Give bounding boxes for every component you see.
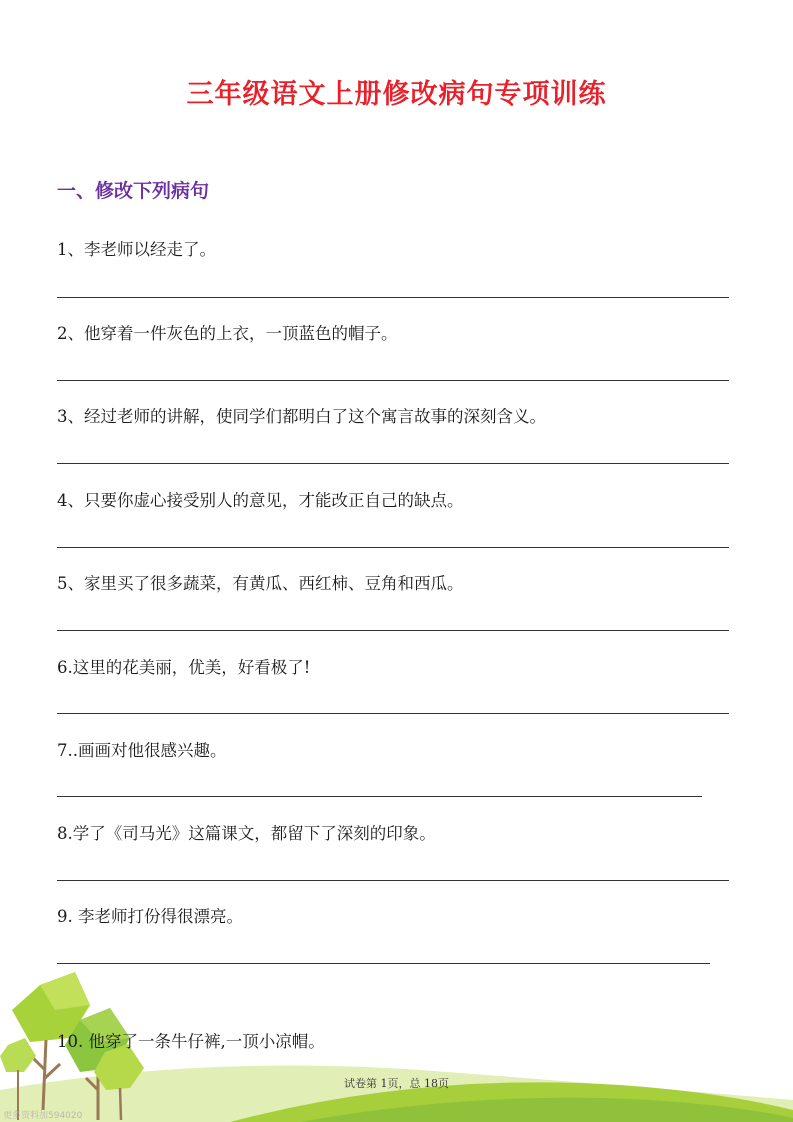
question-2: 2、他穿着一件灰色的上衣，一顶蓝色的帽子。 [57,324,398,343]
question-6: 6.这里的花美丽，优美，好看极了! [57,658,311,677]
question-1: 1、李老师以经走了。 [57,240,216,259]
question-3: 3、经过老师的讲解，使同学们都明白了这个寓言故事的深刻含义。 [57,407,546,426]
question-4: 4、只要你虚心接受别人的意见，才能改正自己的缺点。 [57,491,464,510]
answer-line-1[interactable] [57,297,729,298]
page-number-footer: 试卷第 1页，总 18页 [344,1077,449,1090]
answer-line-6[interactable] [57,713,729,714]
question-8: 8.学了《司马光》这篇课文，都留下了深刻的印象。 [57,824,436,843]
answer-line-7[interactable] [57,796,702,797]
watermark: 更多资料加594020 [3,1111,83,1121]
answer-line-8[interactable] [57,880,729,881]
question-10: 10. 他穿了一条牛仔裤,一顶小凉帽。 [57,1032,325,1051]
page-title: 三年级语文上册修改病句专项训练 [186,79,607,110]
answer-line-4[interactable] [57,547,729,548]
answer-line-2[interactable] [57,380,729,381]
question-7: 7..画画对他很感兴趣。 [57,741,227,760]
answer-line-5[interactable] [57,630,729,631]
question-9: 9. 李老师打份得很漂亮。 [57,907,243,926]
answer-line-3[interactable] [57,463,729,464]
question-5: 5、家里买了很多蔬菜，有黄瓜、西红柿、豆角和西瓜。 [57,574,464,593]
section-heading: 一、修改下列病句 [57,180,210,202]
